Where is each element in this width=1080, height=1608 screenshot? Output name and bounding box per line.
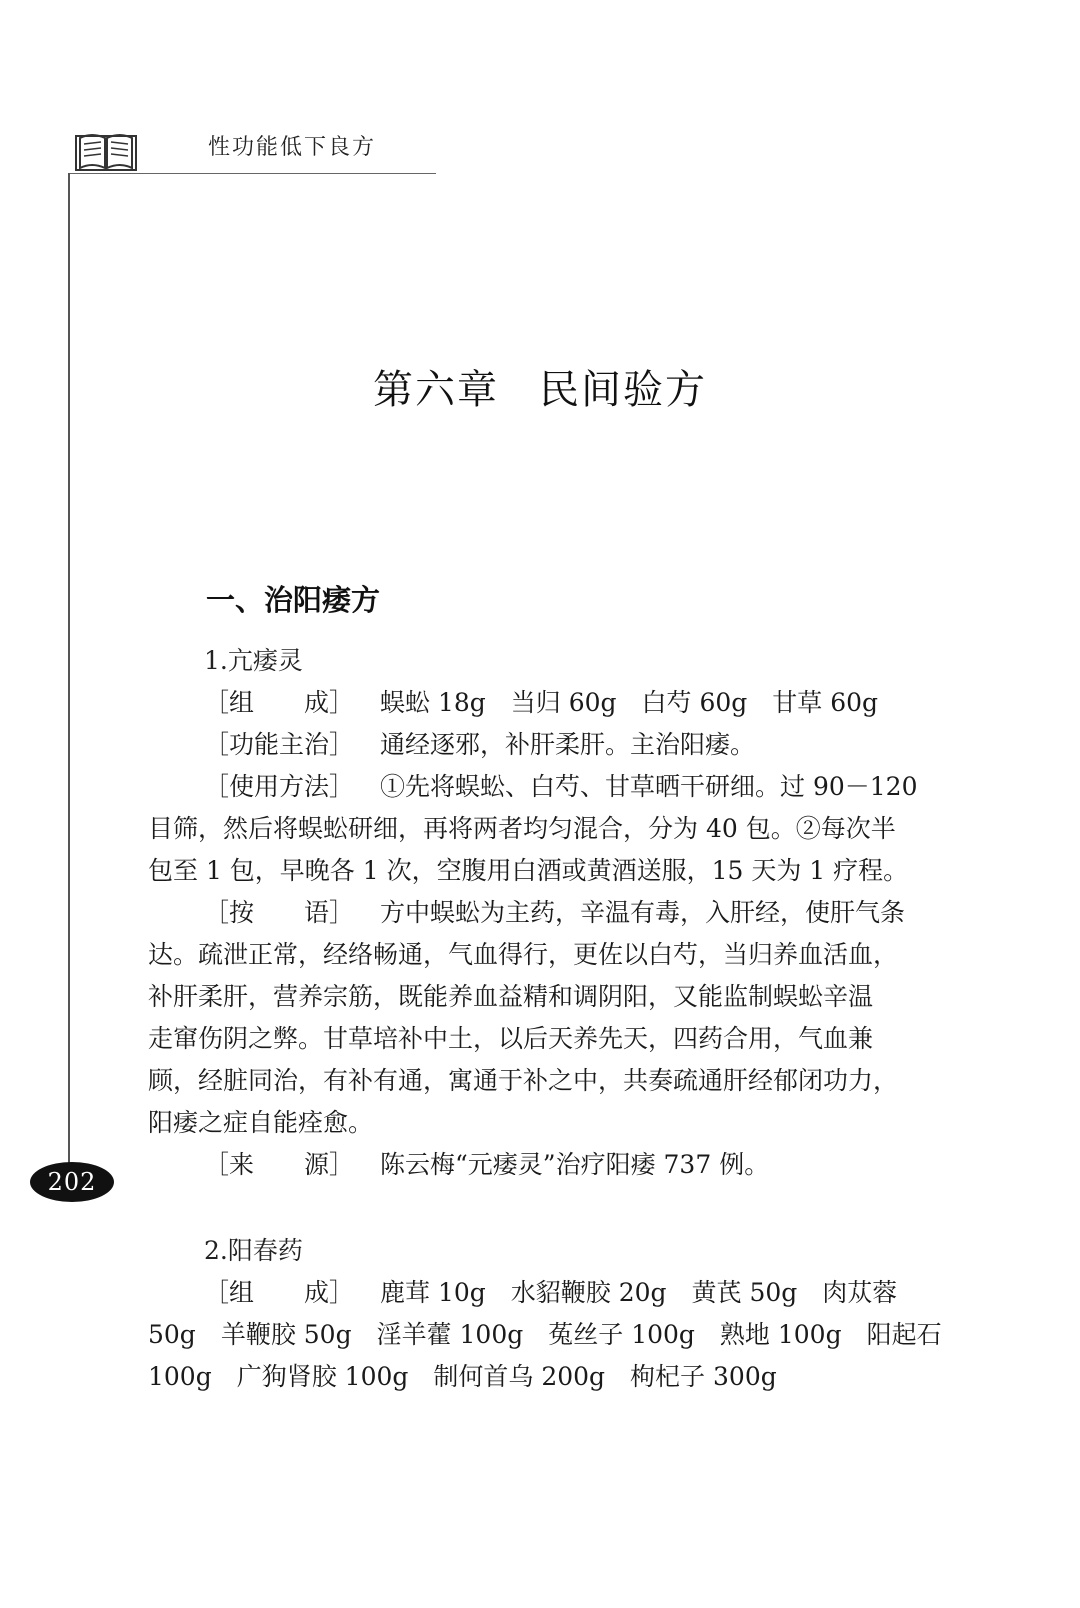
note-text: 达。疏泄正常，经络畅通，气血得行，更佐以白芍，当归养血活血， <box>148 940 899 969</box>
running-head: 性功能低下良方 <box>208 135 377 160</box>
section-title: 一、治阳痿方 <box>206 583 381 617</box>
composition-label: ［组 成］ <box>204 1278 355 1307</box>
note-line <box>204 892 905 934</box>
function-label: ［功能主治］ <box>204 730 355 759</box>
usage-text: 包至 1 包，早晚各 1 次，空腹用白酒或黄酒送服，15 天为 1 疗程。 <box>148 856 909 885</box>
usage-text: ①先将蜈蚣、白芍、甘草晒干研细。过 90－120 <box>380 772 918 801</box>
margin-rule <box>68 173 70 1163</box>
source-text: 陈云梅“元痿灵”治疗阳痿 737 例。 <box>380 1150 770 1179</box>
composition-text: 鹿茸 10g 水貂鞭胶 20g 黄芪 50g 肉苁蓉 <box>380 1278 898 1307</box>
composition-text: 100g 广狗肾胶 100g 制何首乌 200g 枸杞子 300g <box>148 1362 777 1391</box>
chapter-title <box>0 358 1080 415</box>
note-text: 走窜伤阴之弊。甘草培补中土，以后天养先天，四药合用，气血兼 <box>148 1024 874 1053</box>
composition-text: 蜈蚣 18g 当归 60g 白芍 60g 甘草 60g <box>380 688 879 717</box>
note-text: 顾，经脏同治，有补有通，寓通于补之中，共奏疏通肝经郁闭功力， <box>148 1066 899 1095</box>
function-text: 通经逐邪，补肝柔肝。主治阳痿。 <box>380 730 756 759</box>
recipe-title: 1.亢痿灵 <box>204 646 303 675</box>
usage-line <box>204 766 918 808</box>
header-rule <box>68 173 436 174</box>
open-book-icon <box>74 128 138 174</box>
source-label: ［来 源］ <box>204 1150 355 1179</box>
composition-line <box>204 682 878 724</box>
note-text: 方中蜈蚣为主药，辛温有毒，入肝经，使肝气条 <box>380 898 906 927</box>
note-label: ［按 语］ <box>204 898 355 927</box>
function-line <box>204 724 755 766</box>
composition-text: 50g 羊鞭胶 50g 淫羊藿 100g 菟丝子 100g 熟地 100g 阳起石 <box>148 1320 942 1349</box>
page-number: 202 <box>30 1162 114 1202</box>
composition-line <box>204 1272 897 1314</box>
usage-label: ［使用方法］ <box>204 772 355 801</box>
note-text: 阳痿之症自能痊愈。 <box>148 1108 374 1137</box>
note-text: 补肝柔肝，营养宗筋，既能养血益精和调阴阳，又能监制蜈蚣辛温 <box>148 982 874 1011</box>
usage-text: 目筛，然后将蜈蚣研细，再将两者均匀混合，分为 40 包。②每次半 <box>148 814 896 843</box>
composition-label: ［组 成］ <box>204 688 355 717</box>
source-line <box>204 1144 769 1186</box>
chapter-name: 民间验方 <box>539 367 707 413</box>
recipe-title: 2.阳春药 <box>204 1236 303 1265</box>
chapter-number: 第六章 <box>373 367 499 413</box>
